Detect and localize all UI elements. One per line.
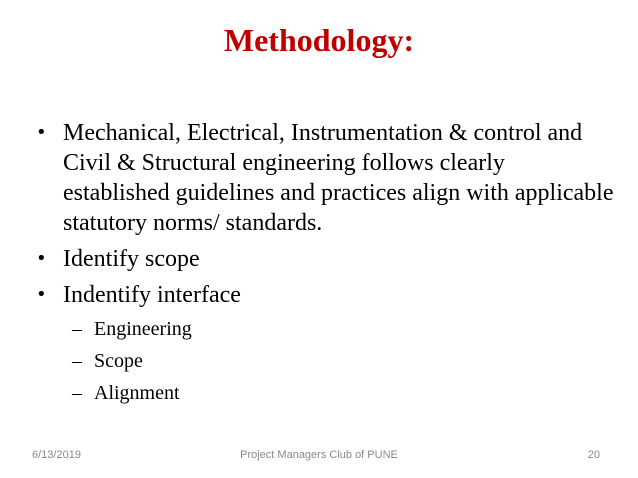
bullet-text: Indentify interface — [63, 282, 241, 308]
bullet-item — [36, 118, 616, 238]
bullet-item — [36, 244, 616, 274]
sub-bullet-item — [72, 348, 616, 374]
slide-title: Methodology: — [223, 22, 415, 58]
sub-bullet-text: Scope — [94, 350, 143, 372]
footer-center-text: Project Managers Club of PUNE — [240, 449, 398, 461]
sub-bullet-item — [72, 380, 616, 406]
dash-marker: – — [72, 350, 82, 372]
footer-page-number: 20 — [587, 449, 600, 461]
bullet-item — [36, 280, 616, 310]
bullet-marker: • — [36, 284, 47, 305]
bullet-text: Mechanical, Electrical, Instrumentation & control and Civil & Structural engineering follows clearly established guidelines and practices align with applicable statutory norms/ standards. — [63, 120, 614, 236]
sub-bullet-text: Engineering — [94, 318, 192, 340]
dash-marker: – — [72, 318, 82, 340]
slide-footer — [0, 446, 638, 464]
footer-date: 6/13/2019 — [32, 449, 81, 461]
slide-content — [36, 118, 616, 412]
sub-bullet-text: Alignment — [94, 382, 180, 404]
sub-bullet-item — [72, 316, 616, 342]
bullet-marker: • — [36, 122, 47, 143]
bullet-text: Identify scope — [63, 246, 200, 272]
sub-bullet-list — [72, 316, 616, 406]
bullet-marker: • — [36, 248, 47, 269]
dash-marker: – — [72, 382, 82, 404]
